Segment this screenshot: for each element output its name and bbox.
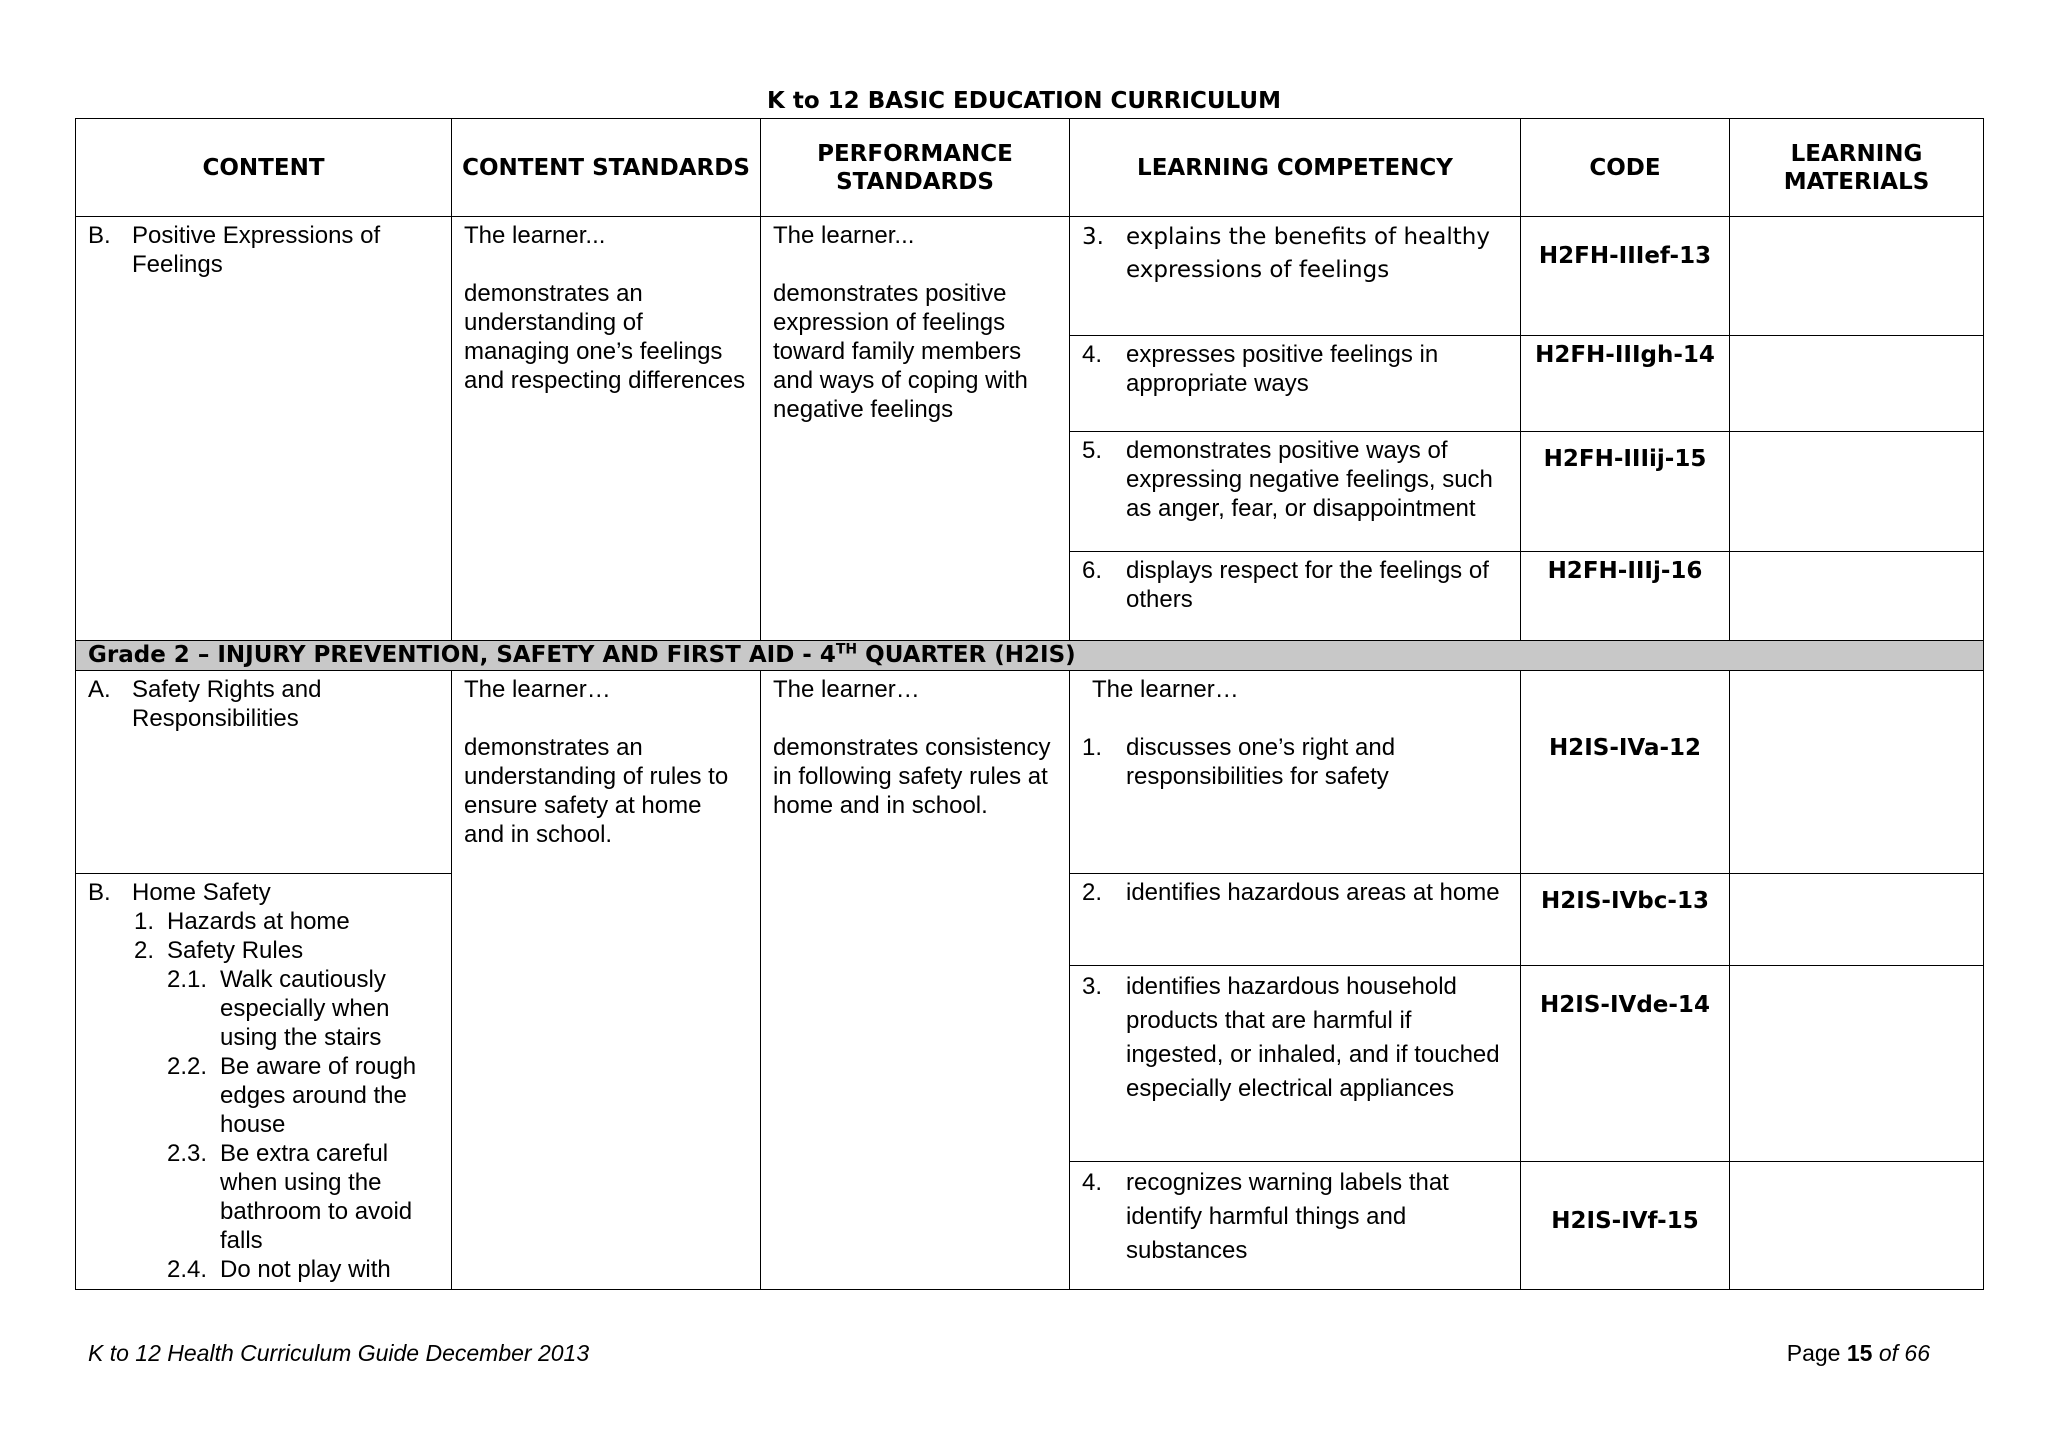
content-text: Safety Rights and Responsibilities xyxy=(132,676,322,732)
competency-cell xyxy=(1070,874,1521,966)
learning-materials-cell xyxy=(1730,671,1984,874)
learning-materials-cell xyxy=(1730,336,1984,432)
section-header-row xyxy=(76,641,1984,671)
competency-text: explains the benefits of healthy expressions of feelings xyxy=(1126,224,1490,283)
column-header-code: CODE xyxy=(1521,119,1730,217)
code-cell: H2IS-IVa-12 xyxy=(1521,671,1730,874)
competency-number: 6. xyxy=(1082,557,1103,584)
table-row xyxy=(76,671,1984,874)
competency-cell xyxy=(1070,1162,1521,1290)
performance-standards-cell xyxy=(761,217,1070,641)
content-letter: A. xyxy=(88,676,111,703)
document-title: K to 12 BASIC EDUCATION CURRICULUM xyxy=(767,88,1281,114)
list-item: 2.1. Walk cautiously especially when using the stairs xyxy=(167,966,390,1051)
column-header-content: CONTENT xyxy=(76,119,452,217)
content-standards-cell xyxy=(452,671,761,1290)
competency-text: displays respect for the feelings of others xyxy=(1126,557,1489,613)
column-header-content-standards: CONTENT STANDARDS xyxy=(452,119,761,217)
footer-guide-title: K to 12 Health Curriculum Guide December 2013 xyxy=(88,1340,590,1366)
competency-number: 3. xyxy=(1082,224,1104,250)
code-cell: H2FH-IIIef-13 xyxy=(1521,217,1730,336)
competency-cell xyxy=(1070,336,1521,432)
competency-text: recognizes warning labels that identify harmful things and substances xyxy=(1126,1169,1449,1264)
column-header-learning-competency: LEARNING COMPETENCY xyxy=(1070,119,1521,217)
content-standards-text: demonstrates an understanding of managing one’s feelings and respecting differences xyxy=(464,280,746,394)
learning-materials-cell xyxy=(1730,217,1984,336)
list-item: 2.4. Do not play with xyxy=(167,1256,391,1283)
content-letter: B. xyxy=(88,879,111,906)
content-text: Home Safety xyxy=(132,879,271,906)
competency-number: 3. xyxy=(1082,973,1103,1000)
performance-standards-intro: The learner... xyxy=(773,222,915,249)
content-letter: B. xyxy=(88,222,111,249)
performance-standards-text: demonstrates consistency in following safety rules at home and in school. xyxy=(773,734,1051,819)
learning-materials-cell xyxy=(1730,874,1984,966)
learning-materials-cell xyxy=(1730,1162,1984,1290)
competency-number: 4. xyxy=(1082,1169,1103,1196)
code-cell: H2FH-IIIj-16 xyxy=(1521,552,1730,641)
competency-text: identifies hazardous household products that are harmful if ingested, or inhaled, and if touched especially electrical appliances xyxy=(1126,973,1500,1102)
column-header-performance-standards: PERFORMANCE STANDARDS xyxy=(761,119,1070,217)
list-item: 2.2. Be aware of rough edges around the house xyxy=(167,1053,417,1138)
content-standards-cell xyxy=(452,217,761,641)
code-cell: H2FH-IIIij-15 xyxy=(1521,432,1730,552)
code-cell: H2IS-IVde-14 xyxy=(1521,966,1730,1162)
content-standards-intro: The learner... xyxy=(464,222,606,249)
table-row xyxy=(76,217,1984,336)
performance-standards-text: demonstrates positive expression of feelings toward family members and ways of coping with negative feelings xyxy=(773,280,1028,423)
competency-cell xyxy=(1070,217,1521,336)
code-cell: H2IS-IVbc-13 xyxy=(1521,874,1730,966)
footer-page-number: Page 15 of 66 xyxy=(1786,1340,1930,1366)
competency-cell xyxy=(1070,671,1521,874)
competency-number: 4. xyxy=(1082,341,1103,368)
competency-text: identifies hazardous areas at home xyxy=(1126,879,1500,906)
content-cell xyxy=(76,217,452,641)
competency-intro: The learner… xyxy=(1092,676,1239,703)
learning-materials-cell xyxy=(1730,432,1984,552)
list-item: 1. Hazards at home xyxy=(134,908,350,935)
competency-text: expresses positive feelings in appropriate ways xyxy=(1126,341,1439,397)
competency-cell xyxy=(1070,966,1521,1162)
content-standards-text: demonstrates an understanding of rules to ensure safety at home and in school. xyxy=(464,734,729,848)
competency-text: demonstrates positive ways of expressing negative feelings, such as anger, fear, or disappointment xyxy=(1126,437,1493,522)
learning-materials-cell xyxy=(1730,966,1984,1162)
learning-materials-cell xyxy=(1730,552,1984,641)
competency-cell xyxy=(1070,432,1521,552)
content-standards-intro: The learner… xyxy=(464,676,611,703)
code-cell: H2FH-IIIgh-14 xyxy=(1521,336,1730,432)
list-item: 2.3. Be extra careful when using the bathroom to avoid falls xyxy=(167,1140,413,1254)
column-header-learning-materials: LEARNING MATERIALS xyxy=(1730,119,1984,217)
performance-standards-intro: The learner… xyxy=(773,676,920,703)
performance-standards-cell xyxy=(761,671,1070,1290)
competency-text: discusses one’s right and responsibilities for safety xyxy=(1126,734,1396,790)
competency-number: 5. xyxy=(1082,437,1103,464)
section-header: Grade 2 – INJURY PREVENTION, SAFETY AND FIRST AID - 4TH QUARTER (H2IS) xyxy=(76,641,1984,671)
content-text: Positive Expressions of Feelings xyxy=(132,222,381,278)
curriculum-table xyxy=(75,118,1984,1290)
table-header-row xyxy=(76,119,1984,217)
competency-number: 2. xyxy=(1082,879,1103,906)
code-cell: H2IS-IVf-15 xyxy=(1521,1162,1730,1290)
competency-number: 1. xyxy=(1082,734,1103,761)
content-cell xyxy=(76,874,452,1290)
competency-cell xyxy=(1070,552,1521,641)
content-cell xyxy=(76,671,452,874)
list-item: 2. Safety Rules xyxy=(134,937,304,964)
